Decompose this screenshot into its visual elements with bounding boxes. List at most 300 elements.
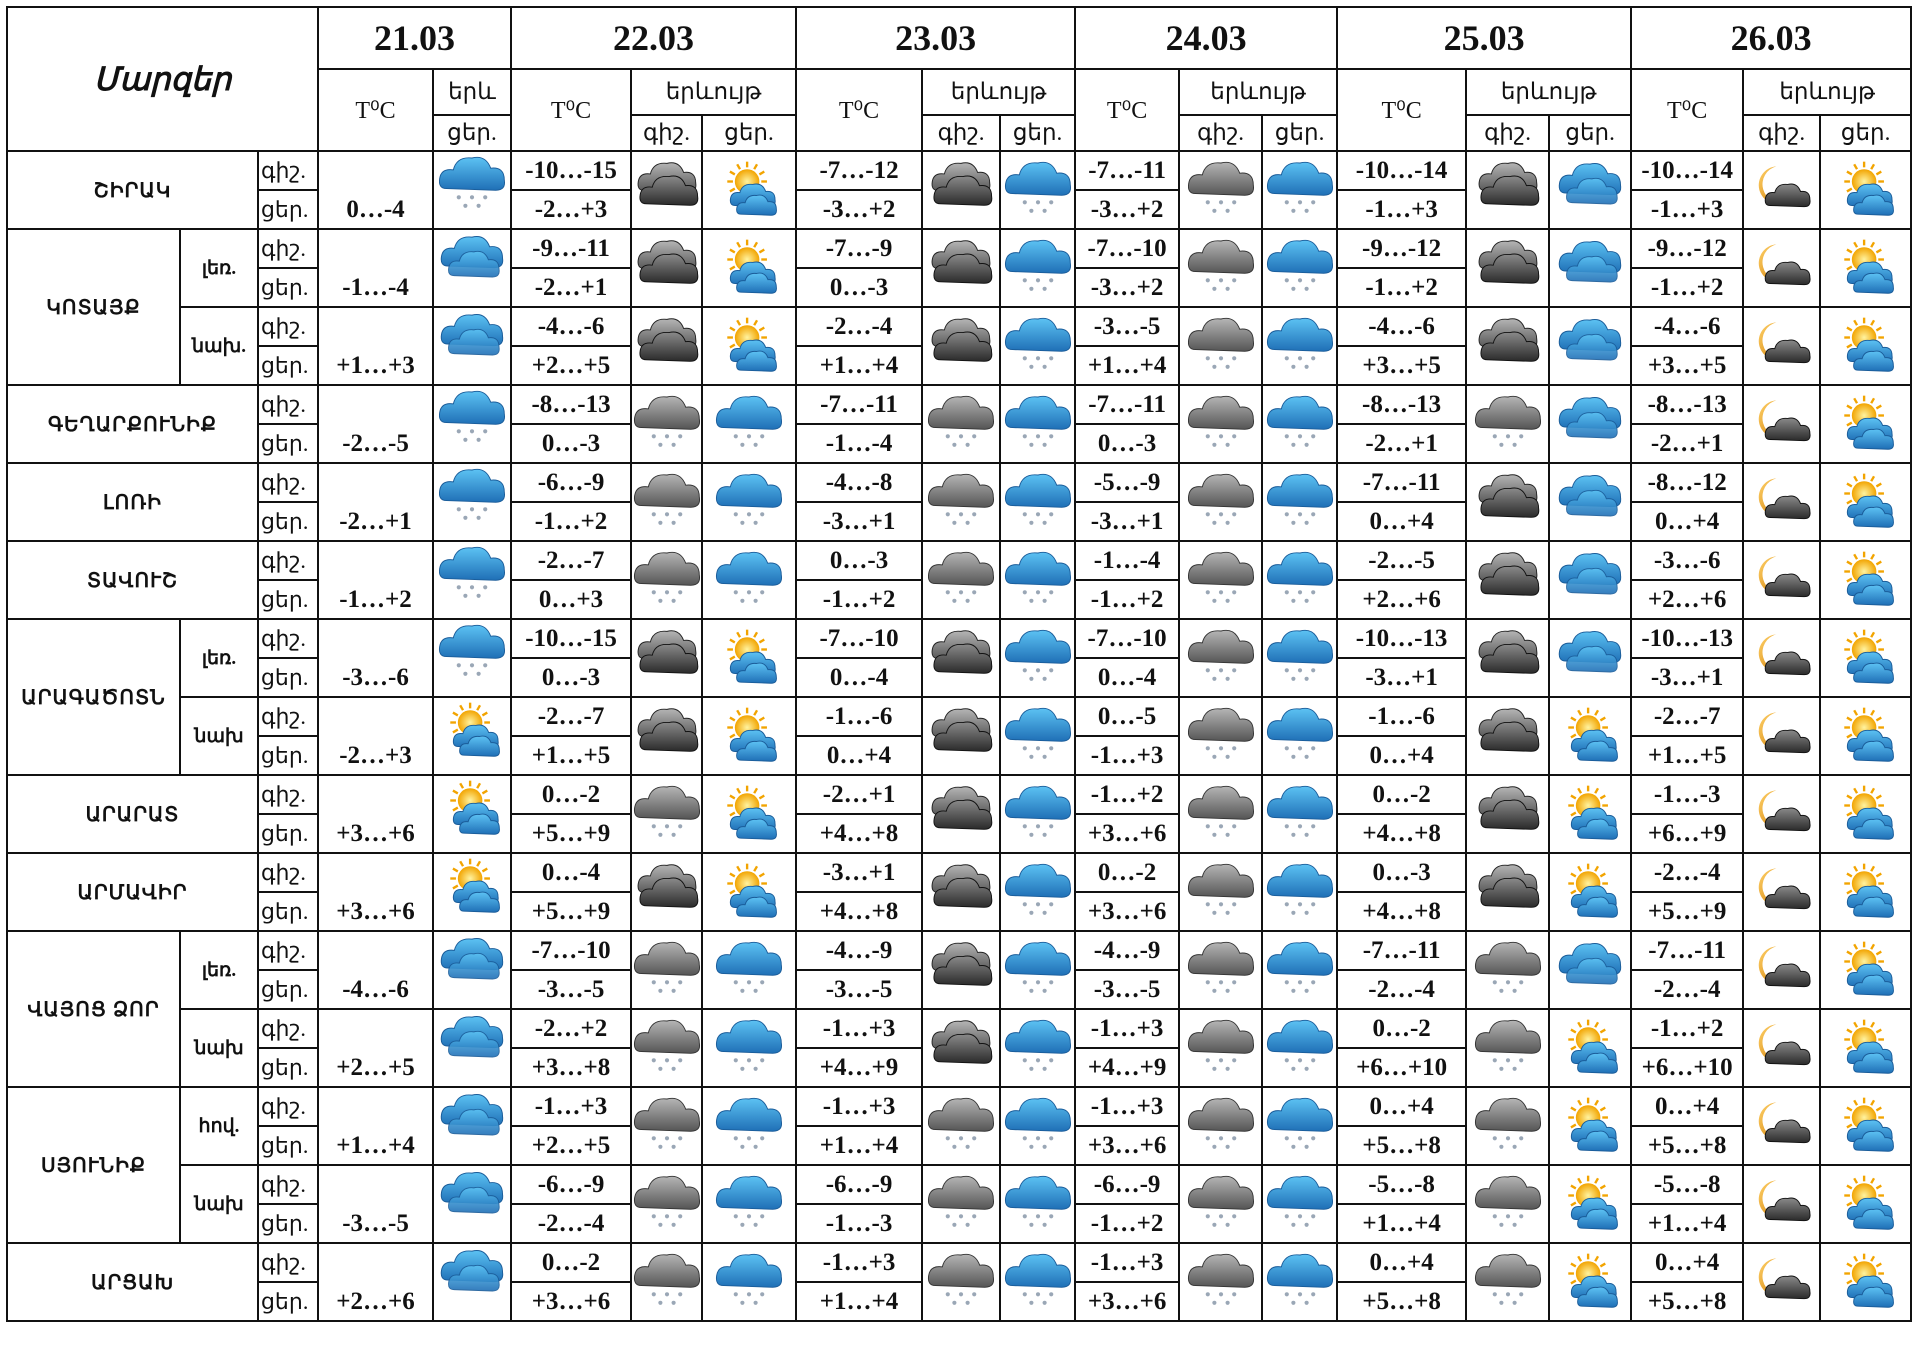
- night-subheader: գիշ.: [922, 115, 1000, 151]
- day-temp: 0…-4: [796, 658, 922, 697]
- weather-cell: [631, 1087, 702, 1165]
- phenomenon-header: երևույթ: [631, 69, 796, 115]
- moon-cloud-icon: [1748, 1251, 1816, 1313]
- blue-cloud-icon: [1556, 159, 1624, 221]
- date-header: 22.03: [511, 7, 796, 69]
- temp-header: T⁰C: [1075, 69, 1179, 151]
- weather-cell: [922, 619, 1000, 697]
- weather-cell: [922, 541, 1000, 619]
- night-label: գիշ.: [258, 1009, 318, 1048]
- day-temp: -3…+1: [1631, 658, 1743, 697]
- forecast-document: [6, 6, 1912, 1346]
- day-temp: -1…+2: [511, 502, 631, 541]
- weather-cell: [922, 463, 1000, 541]
- weather-cell: [433, 385, 511, 463]
- day-label: ցեր.: [258, 1048, 318, 1087]
- zone-label: նախ.: [180, 307, 258, 385]
- day-label: ցեր.: [258, 658, 318, 697]
- day-temp: +6…+10: [1631, 1048, 1743, 1087]
- date-header: 21.03: [318, 7, 511, 69]
- day-temp: -3…+2: [796, 190, 922, 229]
- night-temp: -9…-12: [1631, 229, 1743, 268]
- snow-cloud-icon: [1004, 861, 1072, 923]
- snow-cloud-icon: [1004, 1251, 1072, 1313]
- weather-cell: [922, 385, 1000, 463]
- night-subheader: գիշ.: [1743, 115, 1820, 151]
- date-header: 23.03: [796, 7, 1075, 69]
- snow-cloud-icon: [1266, 315, 1334, 377]
- night-temp: -2…+2: [511, 1009, 631, 1048]
- temp-header: T⁰C: [318, 69, 433, 151]
- weather-cell: [1743, 151, 1820, 229]
- weather-cell: [1262, 229, 1337, 307]
- weather-cell: [1820, 775, 1911, 853]
- dark-cloud-icon: [1474, 627, 1542, 689]
- sun-cloud-icon: [1832, 159, 1900, 221]
- night-temp: -1…+3: [796, 1243, 922, 1282]
- region-name: ԱՐԱԳԱԾՈՏՆ: [7, 619, 180, 775]
- night-temp: -1…+3: [1075, 1009, 1179, 1048]
- blue-cloud-icon: [1556, 471, 1624, 533]
- dark-cloud-icon: [927, 705, 995, 767]
- weather-cell: [1000, 1243, 1075, 1321]
- night-subheader: գիշ.: [1466, 115, 1549, 151]
- night-temp: -4…-6: [511, 307, 631, 346]
- snow-cloud-icon: [1004, 783, 1072, 845]
- night-temp: -7…-11: [1337, 931, 1466, 970]
- snow-cloud-icon: [1004, 1017, 1072, 1079]
- dark-cloud-icon: [633, 705, 701, 767]
- dark-cloud-icon: [927, 861, 995, 923]
- dark-cloud-icon: [1474, 237, 1542, 299]
- weather-cell: [1743, 385, 1820, 463]
- weather-cell: [1743, 697, 1820, 775]
- sun-cloud-icon: [1832, 393, 1900, 455]
- region-name: ԱՐՑԱԽ: [7, 1243, 258, 1321]
- day-temp: +4…+9: [1075, 1048, 1179, 1087]
- night-temp: -3…-5: [1075, 307, 1179, 346]
- night-temp: 0…-2: [511, 775, 631, 814]
- day-temp: +2…+6: [1337, 580, 1466, 619]
- snow-dark-cloud-icon: [1187, 1251, 1255, 1313]
- day-temp: -1…+3: [1337, 190, 1466, 229]
- weather-cell: [1820, 151, 1911, 229]
- day-temp: -1…-4: [796, 424, 922, 463]
- date-header: 26.03: [1631, 7, 1911, 69]
- temp-cell: -1…-4: [318, 229, 433, 307]
- blue-cloud-icon: [438, 1090, 506, 1152]
- moon-cloud-icon: [1748, 705, 1816, 767]
- day-temp: +5…+9: [511, 814, 631, 853]
- weather-cell: [1179, 1165, 1262, 1243]
- weather-cell: [1743, 1243, 1820, 1321]
- weather-cell: [1820, 853, 1911, 931]
- snow-cloud-icon: [1266, 1173, 1334, 1235]
- snow-dark-cloud-icon: [1187, 705, 1255, 767]
- weather-cell: [631, 463, 702, 541]
- weather-cell: [702, 853, 796, 931]
- weather-cell: [1743, 1009, 1820, 1087]
- snow-dark-cloud-icon: [633, 1017, 701, 1079]
- weather-cell: [922, 697, 1000, 775]
- day-temp: +6…+9: [1631, 814, 1743, 853]
- table-row: [7, 1009, 1911, 1048]
- snow-cloud-icon: [1266, 471, 1334, 533]
- sun-cloud-icon: [1832, 1095, 1900, 1157]
- night-temp: 0…+4: [1631, 1087, 1743, 1126]
- snow-cloud-icon: [715, 1095, 783, 1157]
- night-temp: -9…-11: [511, 229, 631, 268]
- day-temp: +3…+5: [1631, 346, 1743, 385]
- weather-cell: [922, 1087, 1000, 1165]
- weather-cell: [1466, 151, 1549, 229]
- night-temp: -2…-7: [511, 541, 631, 580]
- table-row: [7, 541, 1911, 580]
- day-temp: -1…-3: [796, 1204, 922, 1243]
- dark-cloud-icon: [927, 627, 995, 689]
- snow-cloud-icon: [1266, 705, 1334, 767]
- day-temp: -3…+2: [1075, 268, 1179, 307]
- weather-cell: [702, 1243, 796, 1321]
- forecast-table: [6, 6, 1912, 1322]
- sun-cloud-icon: [1556, 705, 1624, 767]
- day-temp: +3…+6: [1075, 892, 1179, 931]
- night-label: գիշ.: [258, 151, 318, 190]
- day-temp: 0…+4: [1631, 502, 1743, 541]
- night-temp: -8…-13: [511, 385, 631, 424]
- moon-cloud-icon: [1748, 549, 1816, 611]
- snow-cloud-icon: [438, 154, 506, 216]
- weather-cell: [1000, 931, 1075, 1009]
- sun-cloud-icon: [1832, 471, 1900, 533]
- night-label: գիշ.: [258, 463, 318, 502]
- weather-cell: [702, 385, 796, 463]
- day-subheader: ցեր.: [1549, 115, 1631, 151]
- day-temp: +4…+8: [1337, 892, 1466, 931]
- night-temp: -1…+2: [1631, 1009, 1743, 1048]
- weather-cell: [1000, 151, 1075, 229]
- snow-dark-cloud-icon: [1187, 1173, 1255, 1235]
- weather-cell: [433, 229, 511, 307]
- weather-cell: [433, 775, 511, 853]
- snow-dark-cloud-icon: [1474, 393, 1542, 455]
- day-temp: -3…+2: [1075, 190, 1179, 229]
- day-subheader: ցեր.: [1000, 115, 1075, 151]
- night-temp: -10…-14: [1631, 151, 1743, 190]
- day-temp: +1…+4: [796, 346, 922, 385]
- night-temp: -4…-9: [796, 931, 922, 970]
- weather-cell: [1743, 931, 1820, 1009]
- temp-cell: +1…+4: [318, 1087, 433, 1165]
- blue-cloud-icon: [438, 1012, 506, 1074]
- weather-cell: [702, 775, 796, 853]
- weather-cell: [631, 853, 702, 931]
- night-temp: 0…+4: [1337, 1243, 1466, 1282]
- weather-cell: [1466, 229, 1549, 307]
- sun-cloud-icon: [1832, 549, 1900, 611]
- weather-cell: [1466, 1087, 1549, 1165]
- weather-cell: [631, 1009, 702, 1087]
- snow-dark-cloud-icon: [1187, 1017, 1255, 1079]
- dark-cloud-icon: [927, 159, 995, 221]
- night-temp: -7…-10: [511, 931, 631, 970]
- weather-cell: [1820, 1009, 1911, 1087]
- moon-cloud-icon: [1748, 627, 1816, 689]
- night-temp: 0…-2: [1075, 853, 1179, 892]
- day-temp: -1…+2: [1337, 268, 1466, 307]
- night-label: գիշ.: [258, 775, 318, 814]
- snow-cloud-icon: [715, 471, 783, 533]
- night-temp: -1…+3: [1075, 1087, 1179, 1126]
- weather-cell: [631, 931, 702, 1009]
- day-temp: 0…-3: [1075, 424, 1179, 463]
- weather-cell: [1549, 931, 1631, 1009]
- night-temp: -1…+2: [1075, 775, 1179, 814]
- day-label: ցեր.: [258, 736, 318, 775]
- day-temp: +3…+6: [1075, 814, 1179, 853]
- weather-cell: [922, 853, 1000, 931]
- weather-cell: [1179, 463, 1262, 541]
- dark-cloud-icon: [1474, 471, 1542, 533]
- day-label: ցեր.: [258, 970, 318, 1009]
- sun-cloud-icon: [715, 783, 783, 845]
- zone-label: նախ: [180, 1009, 258, 1087]
- weather-cell: [702, 619, 796, 697]
- phenomenon-header: երև: [433, 69, 511, 115]
- snow-cloud-icon: [1266, 861, 1334, 923]
- night-temp: -2…-4: [1631, 853, 1743, 892]
- night-temp: -2…-7: [511, 697, 631, 736]
- snow-dark-cloud-icon: [633, 549, 701, 611]
- night-label: գիշ.: [258, 1165, 318, 1204]
- weather-cell: [702, 1087, 796, 1165]
- night-temp: -5…-8: [1631, 1165, 1743, 1204]
- weather-cell: [1000, 1009, 1075, 1087]
- day-temp: 0…+3: [511, 580, 631, 619]
- dark-cloud-icon: [1474, 783, 1542, 845]
- snow-cloud-icon: [1266, 1251, 1334, 1313]
- snow-dark-cloud-icon: [1187, 315, 1255, 377]
- weather-cell: [631, 385, 702, 463]
- snow-cloud-icon: [1266, 1095, 1334, 1157]
- night-subheader: գիշ.: [1179, 115, 1262, 151]
- weather-cell: [631, 775, 702, 853]
- zone-label: նախ: [180, 1165, 258, 1243]
- night-temp: -4…-9: [1075, 931, 1179, 970]
- zone-label: լեռ.: [180, 931, 258, 1009]
- weather-cell: [922, 1165, 1000, 1243]
- snow-cloud-icon: [1266, 549, 1334, 611]
- day-temp: -2…+1: [1631, 424, 1743, 463]
- night-label: գիշ.: [258, 1243, 318, 1282]
- region-name: ԱՐԱՐԱՏ: [7, 775, 258, 853]
- temp-cell: -2…-5: [318, 385, 433, 463]
- zone-label: լեռ.: [180, 229, 258, 307]
- blue-cloud-icon: [1556, 393, 1624, 455]
- table-row: [7, 307, 1911, 346]
- snow-cloud-icon: [1266, 783, 1334, 845]
- day-temp: +4…+9: [796, 1048, 922, 1087]
- table-row: [7, 151, 1911, 190]
- region-name: ԱՐՄԱՎԻՐ: [7, 853, 258, 931]
- blue-cloud-icon: [1556, 237, 1624, 299]
- day-temp: +1…+4: [1631, 1204, 1743, 1243]
- snow-cloud-icon: [1004, 549, 1072, 611]
- weather-cell: [1549, 541, 1631, 619]
- night-temp: 0…-3: [796, 541, 922, 580]
- weather-cell: [1466, 853, 1549, 931]
- weather-cell: [1000, 541, 1075, 619]
- dark-cloud-icon: [927, 783, 995, 845]
- temp-cell: -3…-5: [318, 1165, 433, 1243]
- night-label: գիշ.: [258, 541, 318, 580]
- moon-cloud-icon: [1748, 939, 1816, 1001]
- dark-cloud-icon: [1474, 705, 1542, 767]
- moon-cloud-icon: [1748, 471, 1816, 533]
- snow-cloud-icon: [715, 939, 783, 1001]
- night-temp: -7…-11: [796, 385, 922, 424]
- weather-cell: [702, 541, 796, 619]
- weather-cell: [1000, 619, 1075, 697]
- day-temp: 0…-3: [511, 658, 631, 697]
- weather-cell: [1549, 1165, 1631, 1243]
- temp-cell: +2…+5: [318, 1009, 433, 1087]
- weather-cell: [1466, 931, 1549, 1009]
- night-label: գիշ.: [258, 697, 318, 736]
- blue-cloud-icon: [1556, 939, 1624, 1001]
- moon-cloud-icon: [1748, 159, 1816, 221]
- blue-cloud-icon: [438, 310, 506, 372]
- dark-cloud-icon: [1474, 315, 1542, 377]
- snow-dark-cloud-icon: [1474, 939, 1542, 1001]
- weather-cell: [1262, 385, 1337, 463]
- sun-cloud-icon: [1832, 1017, 1900, 1079]
- weather-cell: [1179, 385, 1262, 463]
- day-temp: -1…+2: [1075, 1204, 1179, 1243]
- night-temp: -10…-14: [1337, 151, 1466, 190]
- weather-cell: [631, 697, 702, 775]
- day-temp: -1…+3: [1075, 736, 1179, 775]
- day-temp: -2…+1: [1337, 424, 1466, 463]
- weather-cell: [1820, 463, 1911, 541]
- dark-cloud-icon: [1474, 549, 1542, 611]
- night-temp: 0…-2: [1337, 775, 1466, 814]
- moon-cloud-icon: [1748, 1095, 1816, 1157]
- sun-cloud-icon: [1832, 627, 1900, 689]
- weather-cell: [1549, 229, 1631, 307]
- night-temp: 0…-3: [1337, 853, 1466, 892]
- day-temp: +3…+8: [511, 1048, 631, 1087]
- night-temp: -7…-11: [1337, 463, 1466, 502]
- weather-cell: [1000, 697, 1075, 775]
- weather-cell: [1466, 775, 1549, 853]
- weather-cell: [1262, 1165, 1337, 1243]
- night-temp: 0…+4: [1631, 1243, 1743, 1282]
- weather-cell: [1000, 853, 1075, 931]
- snow-cloud-icon: [438, 544, 506, 606]
- snow-dark-cloud-icon: [927, 1251, 995, 1313]
- weather-cell: [1000, 229, 1075, 307]
- weather-cell: [1179, 541, 1262, 619]
- sun-cloud-icon: [715, 237, 783, 299]
- weather-cell: [433, 541, 511, 619]
- weather-cell: [1262, 697, 1337, 775]
- table-row: [7, 463, 1911, 502]
- day-temp: +5…+9: [511, 892, 631, 931]
- weather-cell: [1179, 931, 1262, 1009]
- night-temp: -8…-13: [1337, 385, 1466, 424]
- day-temp: +5…+8: [1337, 1282, 1466, 1321]
- day-temp: -1…+2: [1631, 268, 1743, 307]
- day-label: ցեր.: [258, 580, 318, 619]
- night-label: գիշ.: [258, 385, 318, 424]
- sun-cloud-icon: [715, 159, 783, 221]
- weather-cell: [631, 541, 702, 619]
- day-temp: +1…+4: [1337, 1204, 1466, 1243]
- day-label: ցեր.: [258, 1204, 318, 1243]
- day-temp: -1…+3: [1631, 190, 1743, 229]
- snow-dark-cloud-icon: [1187, 159, 1255, 221]
- weather-cell: [1466, 463, 1549, 541]
- day-temp: -3…-5: [511, 970, 631, 1009]
- temp-cell: +3…+6: [318, 853, 433, 931]
- temp-header: T⁰C: [1337, 69, 1466, 151]
- zone-label: նախ: [180, 697, 258, 775]
- sun-cloud-icon: [715, 627, 783, 689]
- weather-cell: [1743, 1165, 1820, 1243]
- moon-cloud-icon: [1748, 1173, 1816, 1235]
- snow-dark-cloud-icon: [633, 471, 701, 533]
- snow-dark-cloud-icon: [633, 1095, 701, 1157]
- table-row: [7, 1165, 1911, 1204]
- sun-cloud-icon: [715, 315, 783, 377]
- night-temp: -6…-9: [511, 463, 631, 502]
- day-subheader: ցեր.: [1820, 115, 1911, 151]
- region-name: ԿՈՏԱՅՔ: [7, 229, 180, 385]
- night-temp: -7…-9: [796, 229, 922, 268]
- night-label: գիշ.: [258, 853, 318, 892]
- sun-cloud-icon: [715, 705, 783, 767]
- night-subheader: գիշ.: [631, 115, 702, 151]
- day-temp: -3…-5: [796, 970, 922, 1009]
- day-temp: +5…+9: [1631, 892, 1743, 931]
- weather-cell: [1743, 853, 1820, 931]
- day-temp: +6…+10: [1337, 1048, 1466, 1087]
- moon-cloud-icon: [1748, 1017, 1816, 1079]
- weather-cell: [1262, 1009, 1337, 1087]
- table-row: [7, 1087, 1911, 1126]
- night-temp: -7…-11: [1075, 385, 1179, 424]
- weather-cell: [1466, 385, 1549, 463]
- day-label: ցեր.: [258, 1282, 318, 1321]
- temp-cell: -3…-6: [318, 619, 433, 697]
- weather-cell: [433, 697, 511, 775]
- sun-cloud-icon: [1832, 315, 1900, 377]
- sun-cloud-icon: [1556, 861, 1624, 923]
- snow-dark-cloud-icon: [1187, 237, 1255, 299]
- day-label: ցեր.: [258, 346, 318, 385]
- temp-cell: +1…+3: [318, 307, 433, 385]
- weather-cell: [433, 463, 511, 541]
- snow-cloud-icon: [1266, 393, 1334, 455]
- night-temp: -2…-7: [1631, 697, 1743, 736]
- moon-cloud-icon: [1748, 315, 1816, 377]
- weather-cell: [1549, 775, 1631, 853]
- weather-cell: [1262, 307, 1337, 385]
- night-temp: -7…-10: [1075, 229, 1179, 268]
- weather-cell: [433, 853, 511, 931]
- day-subheader: ցեր.: [1262, 115, 1337, 151]
